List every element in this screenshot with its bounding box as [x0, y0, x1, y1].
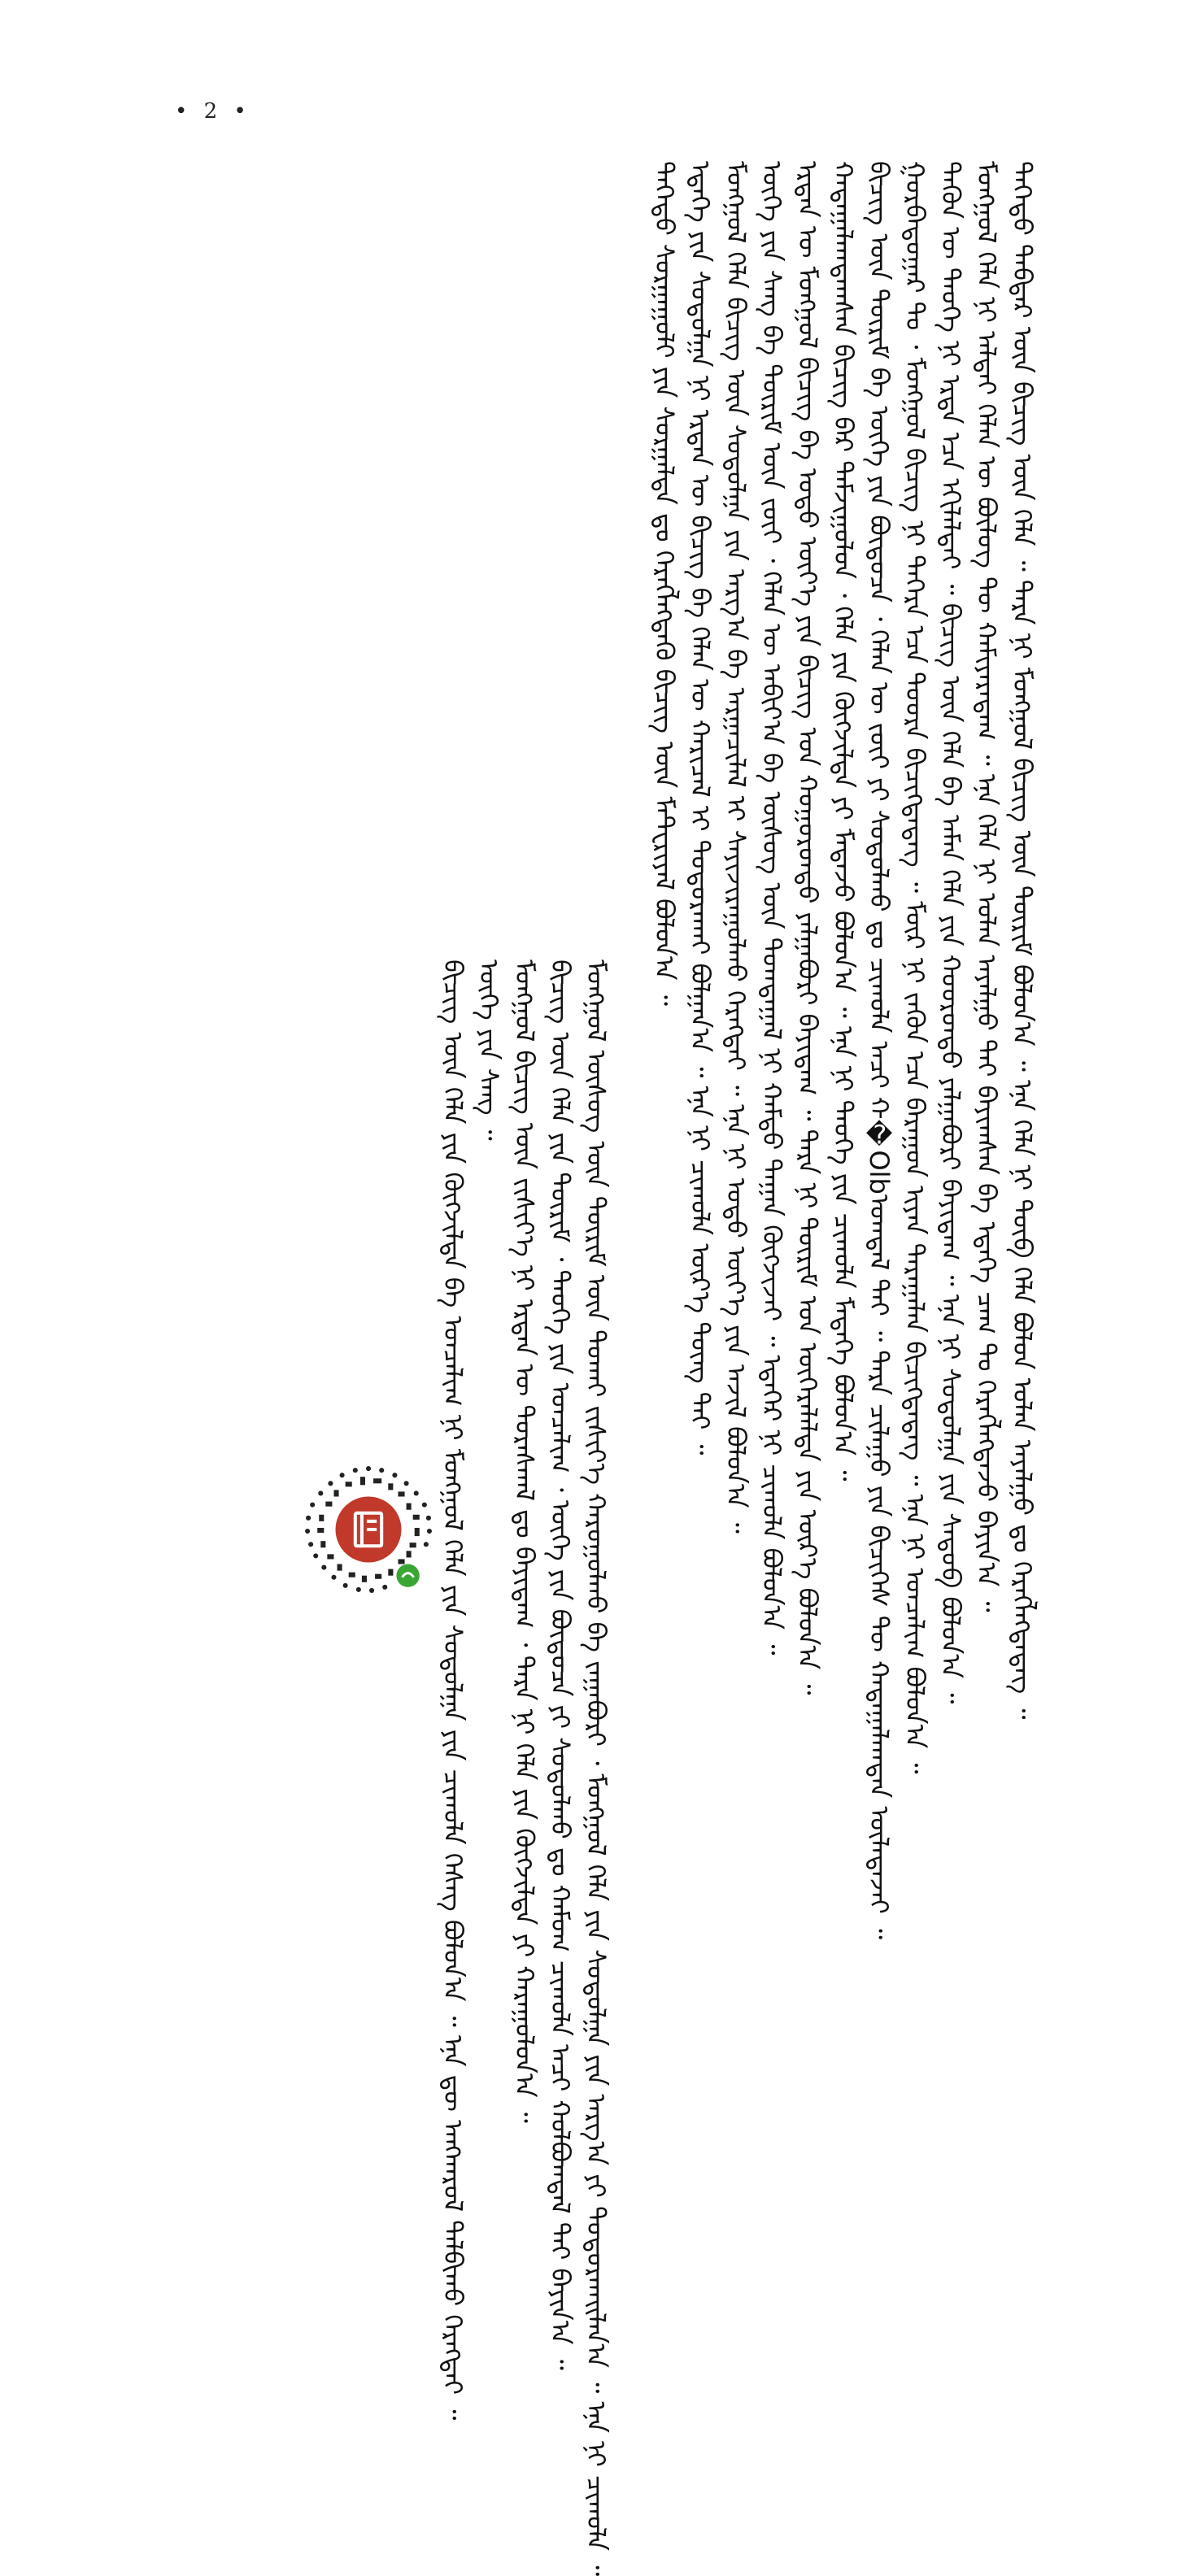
- text-line: ᠡᠷᠲᠡᠨ ᠦ ᠮᠣᠩᠭᠣᠯ ᠪᠢᠴᠢᠭ᠌ ᠪᠠ ᠣᠳᠣ ᠦᠶ᠎ᠡ ᠶᠢᠨ ᠪᠢᠴᠢᠭ᠌ ᠤᠨ ᠬᠣᠭᠣᠷᠣᠨᠳᠤ ᠶᠠᠯᠭᠠᠪᠤᠷᠢ ᠪᠠᠶᠢᠳᠠᠭ ᠃ ᠲᠡᠷᠡ ᠨᠢ ᠳᠦᠷᠢᠮ ᠤᠨ ᠥᠭᠡᠷᠡᠯᠡᠯᠲᠡ ᠶᠢᠨ ᠦᠷ᠎ᠡ ᠪᠣᠯᠤᠨ᠎ᠠ ᠃: [792, 161, 823, 1695]
- qr-code-badge[interactable]: [303, 1464, 434, 1595]
- text-line: ᠲᠡᠭᠦᠨ ᠦ ᠲᠡᠦᠬᠡ ᠨᠢ ᠡᠷᠲᠡ ᠡᠴᠡ ᠡᠬᠢᠯᠡᠯᠲᠡᠢ ᠃ ᠪᠢᠴᠢᠭ᠌ ᠦᠨ ᠬᠡᠯᠡ ᠪᠠ ᠠᠮᠠᠨ ᠬᠡᠯᠡ ᠶᠢᠨ ᠬᠣᠣᠷᠣᠨᠳᠤ ᠶᠠᠯᠭᠠᠪᠤᠷᠢ ᠪᠠᠶᠢᠳᠠᠭ ᠃ ᠡᠨᠡ ᠨᠢ ᠰᠤᠳᠤᠯᠭᠠ ᠶᠢᠨ ᠰᠡᠳᠦᠪ ᠪᠣᠯᠤᠨ᠎ᠠ ᠃: [935, 161, 966, 1704]
- text-line: ᠡᠳᠡᠭᠡ ᠶᠢᠨ ᠰᠤᠳᠤᠯᠭᠠ ᠨᠢ ᠡᠷᠲᠡᠨ ᠦ ᠪᠢᠴᠢᠭ᠌ ᠪᠠ ᠬᠡᠯᠡᠨ ᠦ ᠬᠠᠷᠢᠴᠠᠯ ᠢ ᠲᠣᠳᠣᠷᠠᠬᠠᠢ ᠪᠣᠯᠭᠠᠨ᠎ᠠ ᠃ ᠡᠨᠡ ᠨᠢ ᠴᠢᠬᠤᠯᠠ ᠦᠷ᠎ᠡ ᠳᠦᠩ ᠲᠡᠢ ᠃: [685, 161, 716, 1456]
- text-line: ᠮᠣᠩᠭᠣᠯ ᠪᠢᠴᠢᠭ᠌ ᠦᠨ ᠵᠢᠱᠢᠶ᠎ᠡ ᠨᠢ ᠡᠷᠲᠡᠨ ᠦ ᠳᠤᠷᠠᠰᠬᠠᠯ ᠳᠤ ᠪᠠᠶᠢᠳᠠᠭ ᠂ ᠲᠡᠷᠡ ᠨᠢ ᠬᠡᠯᠡ ᠶᠢᠨ ᠬᠦᠭᠵᠢᠯᠲᠡ ᠶᠢ ᠬᠠᠷᠠᠭᠤᠯᠤᠨ᠎ᠠ ᠃: [509, 959, 540, 2123]
- text-line: ᠦᠭᠡ ᠶᠢᠨ ᠰᠠᠩ ᠪᠠ ᠳᠦᠷᠢᠮ ᠦᠨ ᠵᠦᠢ ᠂ ᠬᠡᠯᠡᠨ ᠦ ᠠᠪᠢᠶ᠎ᠠ ᠪᠠ ᠦᠰᠦᠭ ᠦᠨ ᠲᠣᠭᠲᠠᠭᠠᠯ ᠨᠢ ᠬᠠᠮᠲᠤ ᠳᠠᠭᠠᠨ ᠬᠦᠭᠵᠢᠵᠡᠢ ᠃ ᠡᠳᠡᠭᠡᠷ ᠨᠢ ᠴᠢᠬᠤᠯᠠ ᠪᠣᠯᠤᠨ᠎ᠠ ᠃: [756, 161, 787, 1656]
- text-line: ᠪᠢᠴᠢᠭ᠌ ᠦᠨ ᠳᠦᠷᠢᠮ ᠪᠠ ᠦᠭᠡ ᠶᠢᠨ ᠪᠦᠲᠦᠴᠡ ᠂ ᠬᠡᠯᠡᠨ ᠦ ᠵᠦᠢ ᠶᠢ ᠰᠤᠳᠤᠯᠬᠤ ᠳᠤ ᠴᠢᠬᠤᠯᠠ ᠠᠴᠢ ᠬ�Olbᠣᠭᠳᠠᠯ ᠲᠠᠢ ᠃ ᠲᠡᠷᠡ ᠴᠢᠯᠠᠭᠤ ᠶᠢᠨ ᠪᠢᠴᠢᠭᠡᠰ ᠲᠦ ᠬᠠᠳᠠᠭᠠᠯᠠᠭᠳᠠᠨ ᠦᠯᠡᠳᠡᠵᠡᠢ ᠃: [864, 161, 895, 1940]
- text-line: ᠭᠤᠷᠪᠠᠳᠤᠭᠠᠷ ᠲᠤ ᠂ ᠮᠣᠩᠭᠣᠯ ᠪᠢᠴᠢᠭ᠌ ᠨᠢ ᠳᠡᠭᠡᠷᠡ ᠡᠴᠡ ᠳᠣᠣᠷᠠ ᠪᠢᠴᠢᠭᠳᠡᠳᠡᠭ ᠃ ᠮᠦᠷ ᠨᠢ ᠵᠡᠭᠦᠨ ᠡᠴᠡ ᠪᠠᠷᠠᠭᠤᠨ ᠢᠶᠡᠨ ᠳᠠᠷᠠᠭᠠᠯᠠᠨ ᠪᠢᠴᠢᠭᠳᠡᠳᠡᠭ ᠃ ᠡᠨᠡ ᠨᠢ ᠣᠨᠴᠠᠯᠢᠭ ᠪᠣᠯᠤᠨ᠎ᠠ ᠃: [900, 161, 930, 1774]
- text-line: ᠬᠠᠳᠠᠭᠠᠯᠠᠭᠳᠠᠭᠰᠠᠨ ᠪᠢᠴᠢᠭ᠌ ᠪᠠᠷ ᠳᠠᠮᠵᠢᠭᠤᠯᠤᠨ ᠂ ᠬᠡᠯᠡ ᠶᠢᠨ ᠬᠦᠭᠵᠢᠯᠲᠡ ᠶᠢ ᠮᠡᠳᠡᠵᠦ ᠪᠣᠯᠤᠨ᠎ᠠ ᠃ ᠡᠨᠡ ᠨᠢ ᠲᠡᠦᠬᠡ ᠶᠢᠨ ᠴᠢᠬᠤᠯᠠ ᠮᠡᠳᠡᠭᠡ ᠪᠣᠯᠤᠨ᠎ᠠ ᠃: [828, 161, 859, 1482]
- text-line: ᠮᠣᠩᠭᠣᠯ ᠬᠡᠯᠡ ᠨᠢ ᠠᠯᠲᠠᠢ ᠬᠡᠯᠡᠨ ᠦ ᠪᠦᠯᠦᠭ ᠲᠦ ᠬᠠᠮᠢᠶᠠᠷᠠᠳᠠᠭ ᠃ ᠡᠨᠡ ᠬᠡᠯᠡ ᠨᠢ ᠣᠯᠠᠨ ᠠᠶᠠᠯᠭᠤ ᠲᠠᠢ ᠪᠠᠶᠢᠭᠰᠠᠨ ᠪᠠ ᠡᠳᠡᠭᠡ ᠴᠠᠭ ᠲᠤ ᠬᠡᠷᠡᠭᠯᠡᠭᠳᠡᠵᠦ ᠪᠠᠶᠢᠨ᠎ᠠ ᠃: [971, 161, 1002, 1612]
- mini-program-icon: [396, 1564, 419, 1587]
- text-line: ᠳᠡᠭᠡᠳᠦ ᠳᠡᠪᠲᠡᠷ ᠦᠨ ᠪᠢᠴᠢᠭ᠌ ᠦᠨ ᠬᠡᠯᠡ ᠃ ᠲᠡᠷᠡ ᠨᠢ ᠮᠣᠩᠭᠣᠯ ᠪᠢᠴᠢᠭ᠌ ᠦᠨ ᠳᠦᠷᠢᠮ ᠪᠣᠯᠤᠨ᠎ᠠ ᠃ ᠡᠨᠡ ᠬᠡᠯᠡ ᠨᠢ ᠲᠦᠪ ᠬᠡᠯᠡ ᠪᠣᠯᠤᠨ ᠣᠯᠠᠨ ᠠᠶᠠᠯᠭᠤ ᠳᠤ ᠬᠡᠷᠡᠭᠯᠡᠭᠳᠡᠳᠡᠭ ᠃: [1007, 161, 1038, 1720]
- text-line: ᠮᠣᠩᠭᠣᠯ ᠦᠰᠦᠭ ᠦᠨ ᠳᠦᠷᠢᠮ ᠦᠨ ᠲᠤᠬᠠᠢ ᠵᠢᠱᠢᠶ᠎ᠡ ᠬᠠᠷᠤᠭᠤᠯᠬᠤ ᠪᠠ ᠵᠠᠭᠠᠪᠤᠷᠢ ᠂ ᠮᠣᠩᠭᠣᠯ ᠬᠡᠯᠡ ᠶᠢᠨ ᠰᠤᠳᠤᠯᠭᠠ ᠶᠢᠨ ᠠᠷᠭ᠎ᠠ ᠶᠢ ᠲᠣᠳᠣᠷᠬᠠᠢᠯᠠᠨ᠎ᠠ ᠃ ᠡᠨᠡ ᠨᠢ ᠴᠢᠬᠤᠯᠠ ᠃: [581, 959, 612, 2576]
- text-line: ᠦᠭᠡ ᠶᠢᠨ ᠰᠠᠩ ᠃: [473, 959, 504, 1141]
- text-line: ᠪᠢᠴᠢᠭ᠌ ᠦᠨ ᠬᠡᠯᠡ ᠶᠢᠨ ᠬᠦᠭᠵᠢᠯᠲᠡ ᠪᠠ ᠣᠨᠴᠠᠯᠢᠭ ᠨᠢ ᠮᠣᠩᠭᠣᠯ ᠬᠡᠯᠡ ᠶᠢᠨ ᠰᠤᠳᠤᠯᠭᠠ ᠶᠢᠨ ᠴᠢᠬᠤᠯᠠ ᠬᠡᠰᠡᠭ ᠪᠣᠯᠤᠨ᠎ᠠ ᠃ ᠡᠨᠡ ᠳᠦ ᠠᠩᠬᠠᠷᠤᠯ ᠲᠠᠯᠪᠢᠬᠤ ᠬᠡᠷᠡᠭᠲᠡᠢ ᠃: [438, 959, 468, 2421]
- page-number: • 2 •: [175, 99, 251, 124]
- text-line: ᠪᠢᠴᠢᠭ᠌ ᠦᠨ ᠬᠡᠯᠡ ᠶᠢᠨ ᠳᠦᠷᠢᠮ ᠂ ᠲᠡᠦᠬᠡ ᠶᠢᠨ ᠣᠨᠴᠠᠯᠢᠭ ᠂ ᠦᠭᠡ ᠶᠢᠨ ᠪᠦᠲᠦᠴᠡ ᠶᠢ ᠰᠤᠳᠤᠯᠬᠤ ᠳᠤ ᠬᠠᠮᠤᠭ ᠴᠢᠬᠤᠯᠠ ᠠᠴᠢ ᠬᠣᠯᠪᠣᠭᠳᠠᠯ ᠲᠠᠢ ᠪᠠᠶᠢᠨ᠎ᠠ ᠃: [545, 959, 576, 2370]
- text-line: ᠮᠣᠩᠭᠣᠯ ᠬᠡᠯᠡ ᠪᠢᠴᠢᠭ᠌ ᠦᠨ ᠰᠤᠳᠤᠯᠭᠠ ᠶᠢᠨ ᠠᠷᠭ᠎ᠠ ᠪᠠ ᠠᠷᠭᠠᠴᠢᠯᠠᠯ ᠢ ᠰᠠᠶᠢᠵᠢᠷᠠᠭᠤᠯᠬᠤ ᠬᠡᠷᠡᠭᠲᠡᠢ ᠃ ᠡᠨᠡ ᠨᠢ ᠣᠳᠣ ᠦᠶ᠎ᠡ ᠶᠢᠨ ᠠᠵᠢᠯ ᠪᠣᠯᠤᠨ᠎ᠠ ᠃: [721, 161, 752, 1534]
- text-line: ᠳᠡᠭᠡᠳᠦ ᠰᠤᠷᠭᠠᠭᠤᠯᠢ ᠶᠢᠨ ᠰᠤᠷᠭᠠᠯᠲᠠ ᠳᠤ ᠬᠡᠷᠡᠭᠯᠡᠭᠳᠡᠬᠦ ᠪᠢᠴᠢᠭ᠌ ᠦᠨ ᠮᠠᠲ᠋ᠸᠷᠢᠶᠠᠯ ᠪᠣᠯᠤᠨ᠎ᠠ ᠃: [649, 161, 680, 1006]
